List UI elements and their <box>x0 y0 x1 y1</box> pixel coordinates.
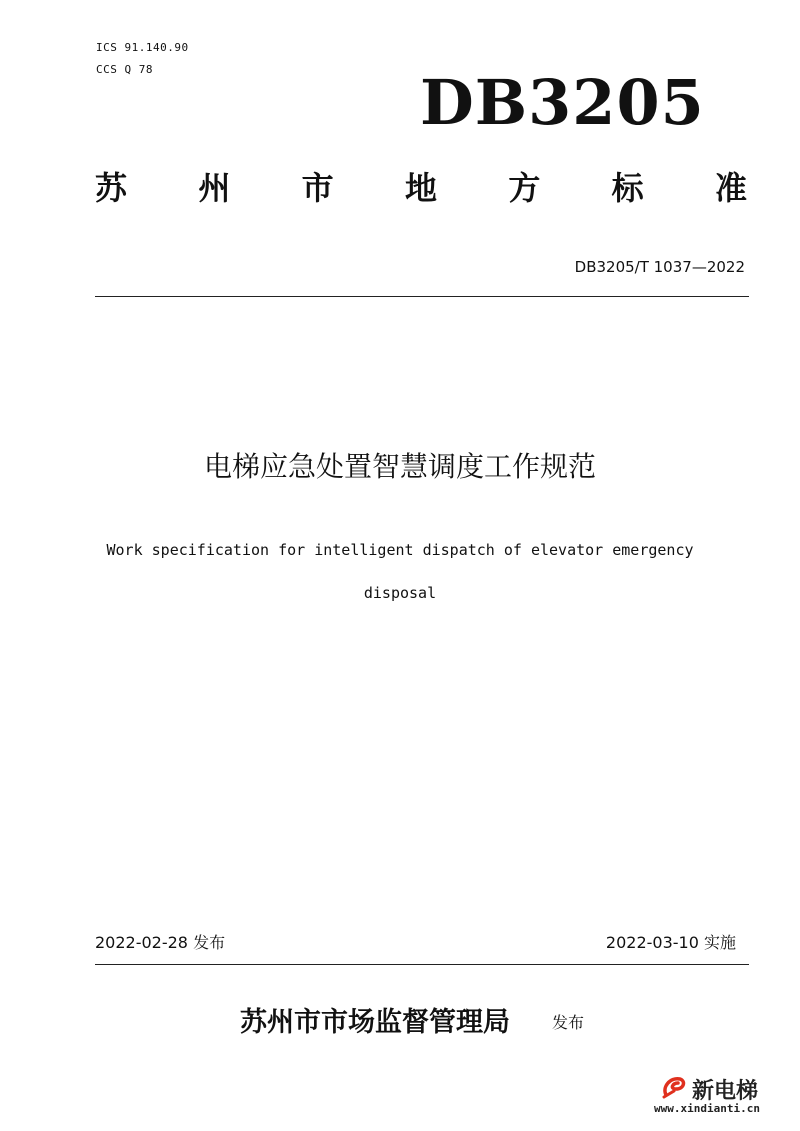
ccs-code: CCS Q 78 <box>96 63 153 76</box>
publish-date: 2022-02-28 发布 <box>95 933 226 952</box>
header-divider <box>95 296 749 297</box>
watermark-brand: 新电梯 <box>692 1079 759 1104</box>
document-title-en-line2: disposal <box>363 584 437 602</box>
ics-code: ICS 91.140.90 <box>96 41 189 54</box>
standard-type-char: 苏 <box>95 169 128 207</box>
standard-type-char: 方 <box>508 169 541 207</box>
standard-type-char: 标 <box>611 169 644 207</box>
db-code: DB3205 <box>420 66 705 139</box>
footer-divider <box>95 964 749 965</box>
standard-type-char: 地 <box>404 169 437 207</box>
issuer-suffix: 发布 <box>552 1013 585 1032</box>
logo-icon <box>660 1073 688 1101</box>
watermark-url: www.xindianti.cn <box>654 1102 760 1115</box>
standard-type-char: 州 <box>198 169 231 207</box>
standard-type-char: 市 <box>301 169 334 207</box>
document-title-en-line1: Work specification for intelligent dispatch of elevator emergency <box>106 541 694 559</box>
document-title-cn: 电梯应急处置智慧调度工作规范 <box>203 450 596 483</box>
implement-date: 2022-03-10 实施 <box>605 933 736 952</box>
standard-type-char: 准 <box>714 169 747 207</box>
issuer-name: 苏州市市场监督管理局 <box>240 1007 510 1038</box>
standard-type-title <box>95 169 747 207</box>
standard-number: DB3205/T 1037—2022 <box>574 258 745 276</box>
